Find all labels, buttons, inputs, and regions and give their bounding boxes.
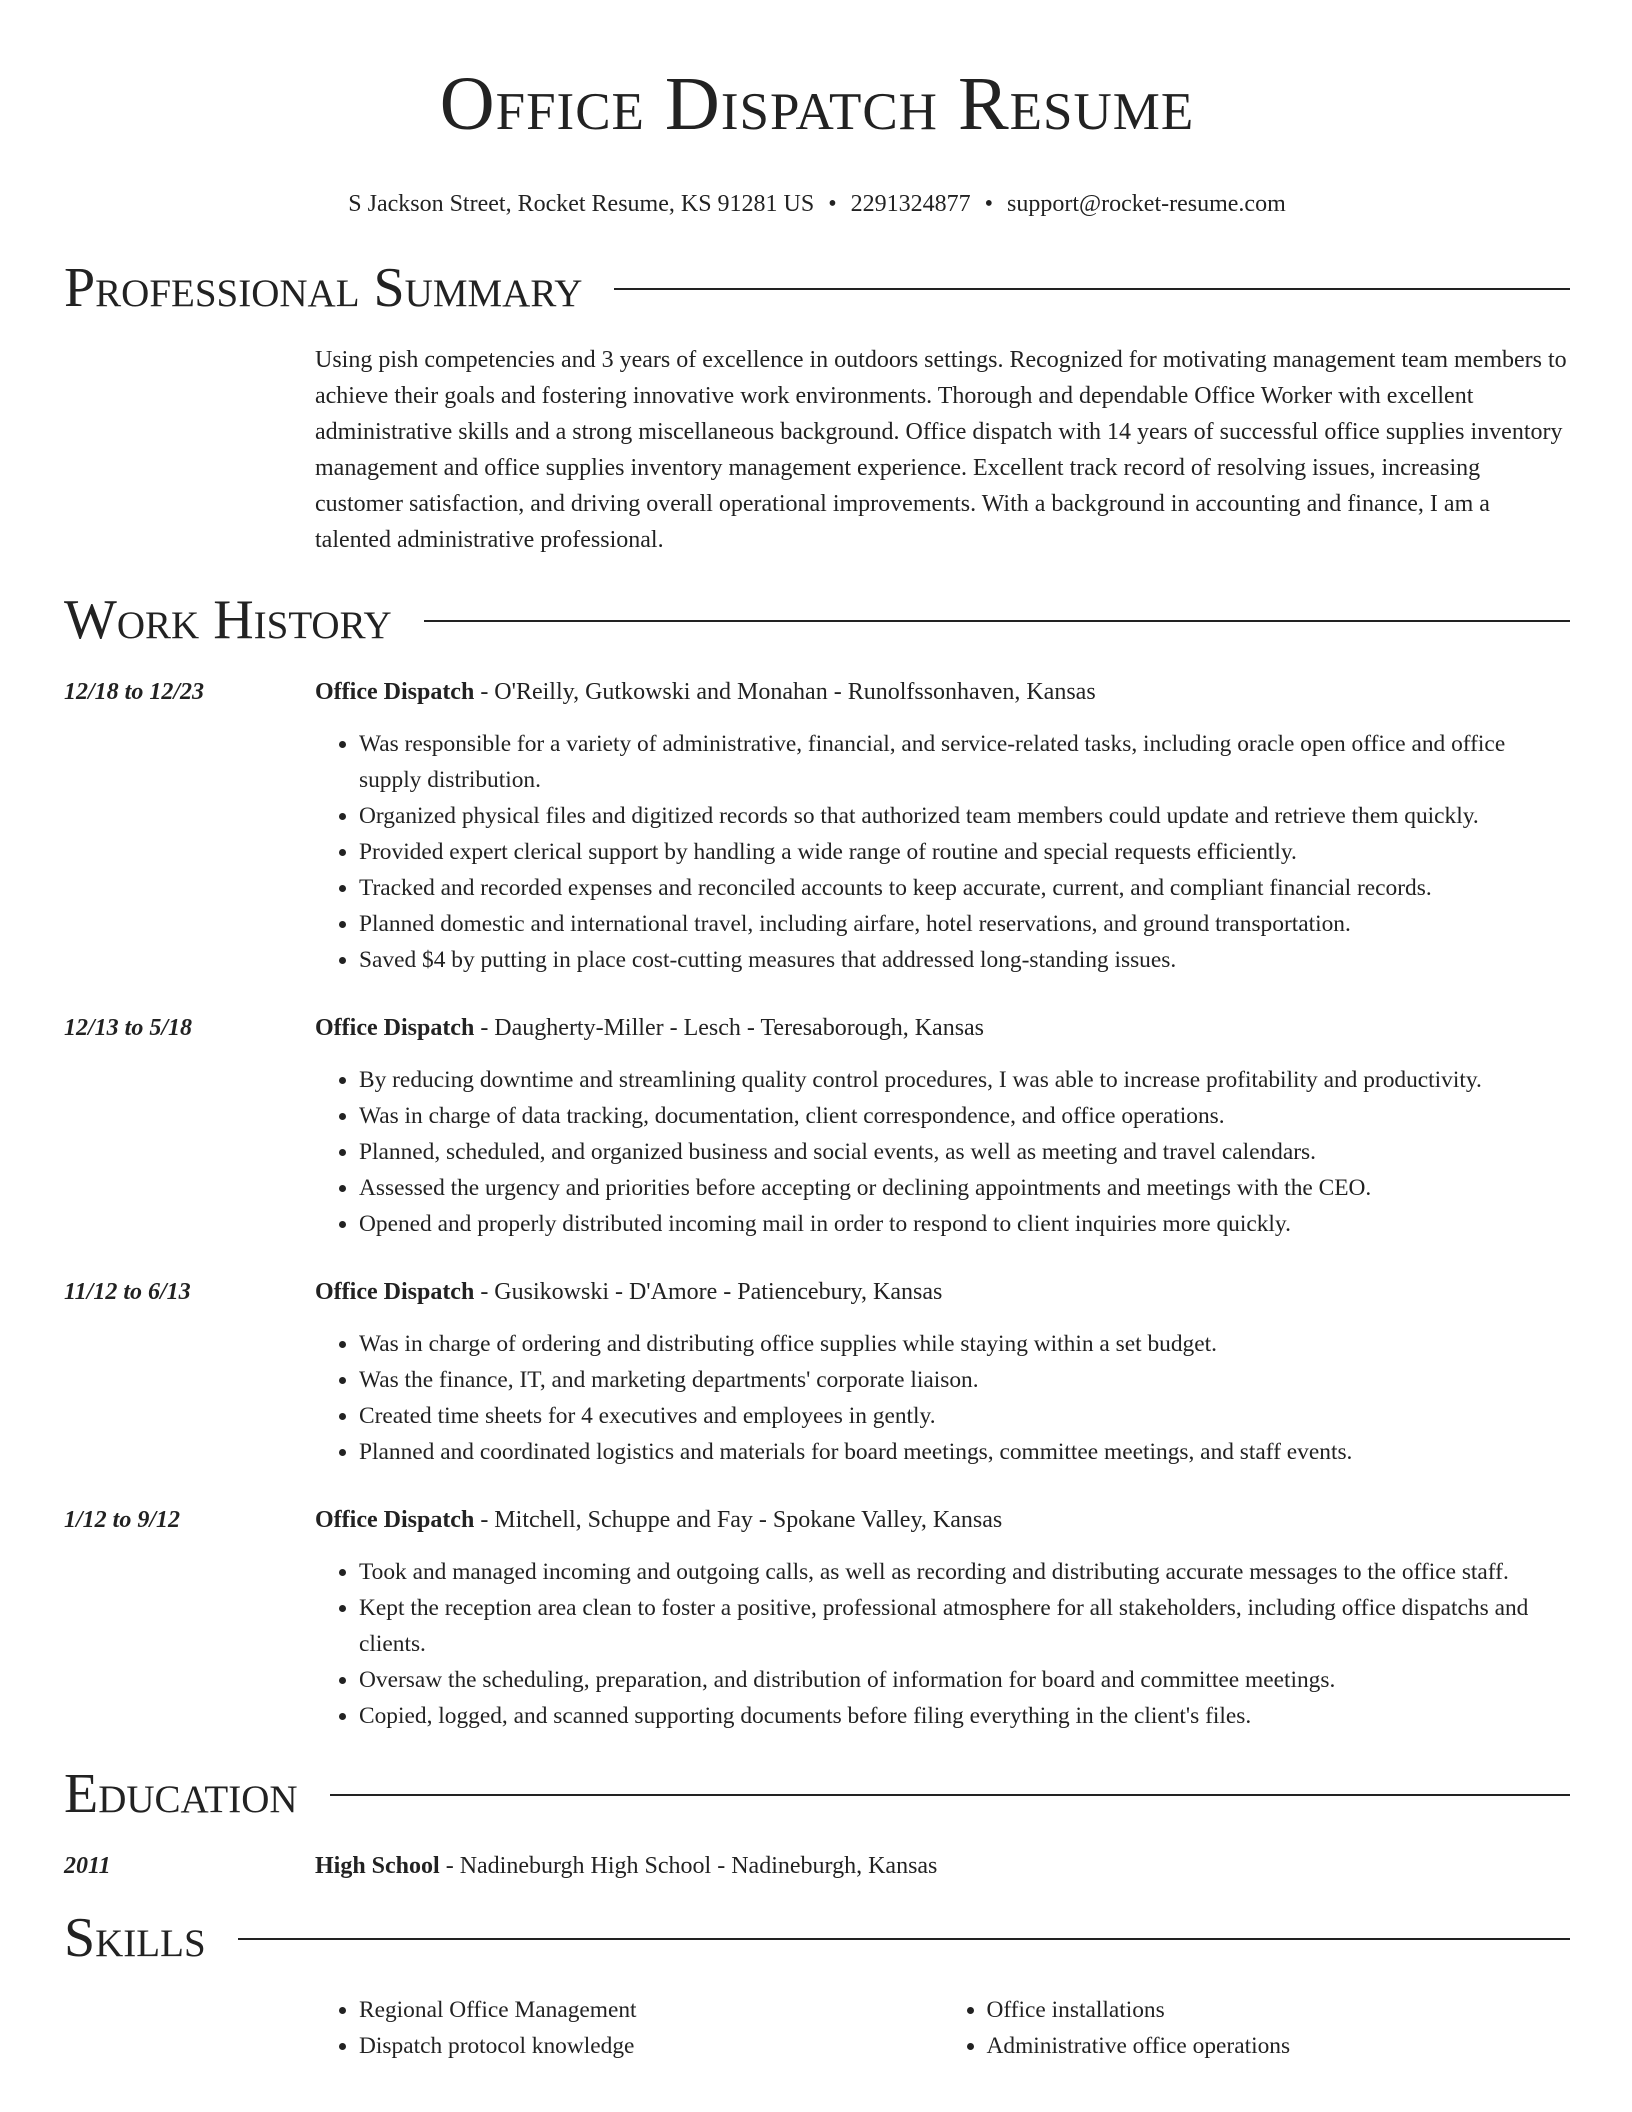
education-content [315,1848,1570,1884]
summary-text: Using pish competencies and 3 years of excellence in outdoors settings. Recognized for motivating management team members to achieve their goals and fostering innovative work environments. Thorough and dependable Office Worker with excellent administrative skills and a strong miscellaneous background. Office dispatch with 14 years of successful office supplies inventory management and office supplies inventory management experience. Excellent track record of resolving issues, increasing customer satisfaction, and driving overall operational improvements. With a background in accounting and finance, I am a talented administrative professional. [315,347,1567,553]
summary-row [64,342,1570,558]
job-header [315,1274,1570,1310]
section-header-summary [64,256,1570,320]
section-title-summary: Professional Summary [64,257,583,319]
job-bullet: • Saved $4 by putting in place cost-cutting measures that addressed long-standing issues. [359,942,1570,978]
job-bullet: • Tracked and recorded expenses and reconciled accounts to keep accurate, current, and compliant financial records. [359,870,1570,906]
job-header [315,1502,1570,1538]
skills-columns [315,1992,1570,2064]
section-header-work [64,588,1570,652]
page-title: Office Dispatch Resume [439,62,1195,146]
job-bullet: • Was in charge of ordering and distributing office supplies while staying within a set budget. [359,1326,1570,1362]
job-header [315,1010,1570,1046]
section-title-education: Education [64,1763,298,1825]
job-entry [64,1010,1570,1242]
job-bullet: • Assessed the urgency and priorities before accepting or declining appointments and meetings with the CEO. [359,1170,1570,1206]
job-title: Office Dispatch [315,1015,475,1041]
job-title: Office Dispatch [315,1507,475,1533]
education-year: 2011 [64,1853,111,1879]
job-entry [64,1274,1570,1470]
section-divider [424,620,1570,622]
contact-separator: • [828,191,837,217]
section-divider [330,1794,1570,1796]
section-divider [614,288,1570,290]
skills-list-left [315,1992,943,2064]
job-dates: 12/13 to 5/18 [64,1015,193,1041]
job-dates: 11/12 to 6/13 [64,1279,191,1305]
job-entry [64,674,1570,978]
job-details: - Gusikowski - D'Amore - Patiencebury, Kansas [474,1279,943,1305]
section-header-skills [64,1906,1570,1970]
skill-item: • Office installations [987,1992,1571,2028]
job-entry [64,1502,1570,1734]
job-dates: 1/12 to 9/12 [64,1507,181,1533]
job-bullet: • Organized physical files and digitized records so that authorized team members could update and retrieve them quickly. [359,798,1570,834]
job-bullet: • Planned domestic and international travel, including airfare, hotel reservations, and ground transportation. [359,906,1570,942]
job-content [315,1010,1570,1242]
job-bullet: • Kept the reception area clean to foster a positive, professional atmosphere for all stakeholders, including office dispatchs and clients. [359,1590,1570,1662]
job-details: - Mitchell, Schuppe and Fay - Spokane Valley, Kansas [474,1507,1003,1533]
job-content [315,1274,1570,1470]
section-title-skills: Skills [64,1907,206,1969]
job-bullets [315,1062,1570,1242]
job-dates: 12/18 to 12/23 [64,679,205,705]
job-bullet: • Took and managed incoming and outgoing calls, as well as recording and distributing accurate messages to the office staff. [359,1554,1570,1590]
job-bullet: • Created time sheets for 4 executives and employees in gently. [359,1398,1570,1434]
job-content [315,674,1570,978]
contact-separator: • [984,191,994,217]
job-title: Office Dispatch [315,1279,475,1305]
job-bullets [315,726,1570,978]
skill-item: • Administrative office operations [987,2028,1571,2064]
job-bullet: • Opened and properly distributed incoming mail in order to respond to client inquiries more quickly. [359,1206,1570,1242]
job-bullet: • Planned, scheduled, and organized business and social events, as well as meeting and travel calendars. [359,1134,1570,1170]
job-bullets [315,1326,1570,1470]
job-bullet: • Planned and coordinated logistics and materials for board meetings, committee meetings, and staff events. [359,1434,1570,1470]
section-header-education [64,1762,1570,1826]
job-bullets [315,1554,1570,1734]
education-details: - Nadineburgh High School - Nadineburgh, Kansas [439,1853,938,1879]
contact-phone: 2291324877 [850,191,971,217]
job-bullet: • Provided expert clerical support by handling a wide range of routine and special requests efficiently. [359,834,1570,870]
job-bullet: • By reducing downtime and streamlining quality control procedures, I was able to increase profitability and productivity. [359,1062,1570,1098]
job-bullet: • Copied, logged, and scanned supporting documents before filing everything in the client's files. [359,1698,1570,1734]
job-details: - O'Reilly, Gutkowski and Monahan - Runolfssonhaven, Kansas [474,679,1096,705]
education-entry [64,1848,1570,1884]
job-content [315,1502,1570,1734]
section-divider [238,1938,1570,1940]
job-details: - Daugherty-Miller - Lesch - Teresaborough, Kansas [474,1015,985,1041]
contact-email: support@rocket-resume.com [1007,191,1286,217]
job-bullet: • Was the finance, IT, and marketing departments' corporate liaison. [359,1362,1570,1398]
job-title: Office Dispatch [315,679,475,705]
skill-item: • Regional Office Management [359,1992,943,2028]
job-bullet: • Was in charge of data tracking, documentation, client correspondence, and office operations. [359,1098,1570,1134]
job-header [315,674,1570,710]
skills-list-right [943,1992,1571,2064]
job-bullet: • Oversaw the scheduling, preparation, and distribution of information for board and committee meetings. [359,1662,1570,1698]
skill-item: • Dispatch protocol knowledge [359,2028,943,2064]
contact-address: S Jackson Street, Rocket Resume, KS 91281 US [348,191,815,217]
skills-row [64,1992,1570,2064]
contact-line [64,188,1570,220]
job-bullet: • Was responsible for a variety of administrative, financial, and service-related tasks, including oracle open office and office supply distribution. [359,726,1570,798]
section-title-work: Work History [64,589,392,651]
education-degree: High School [315,1853,440,1879]
